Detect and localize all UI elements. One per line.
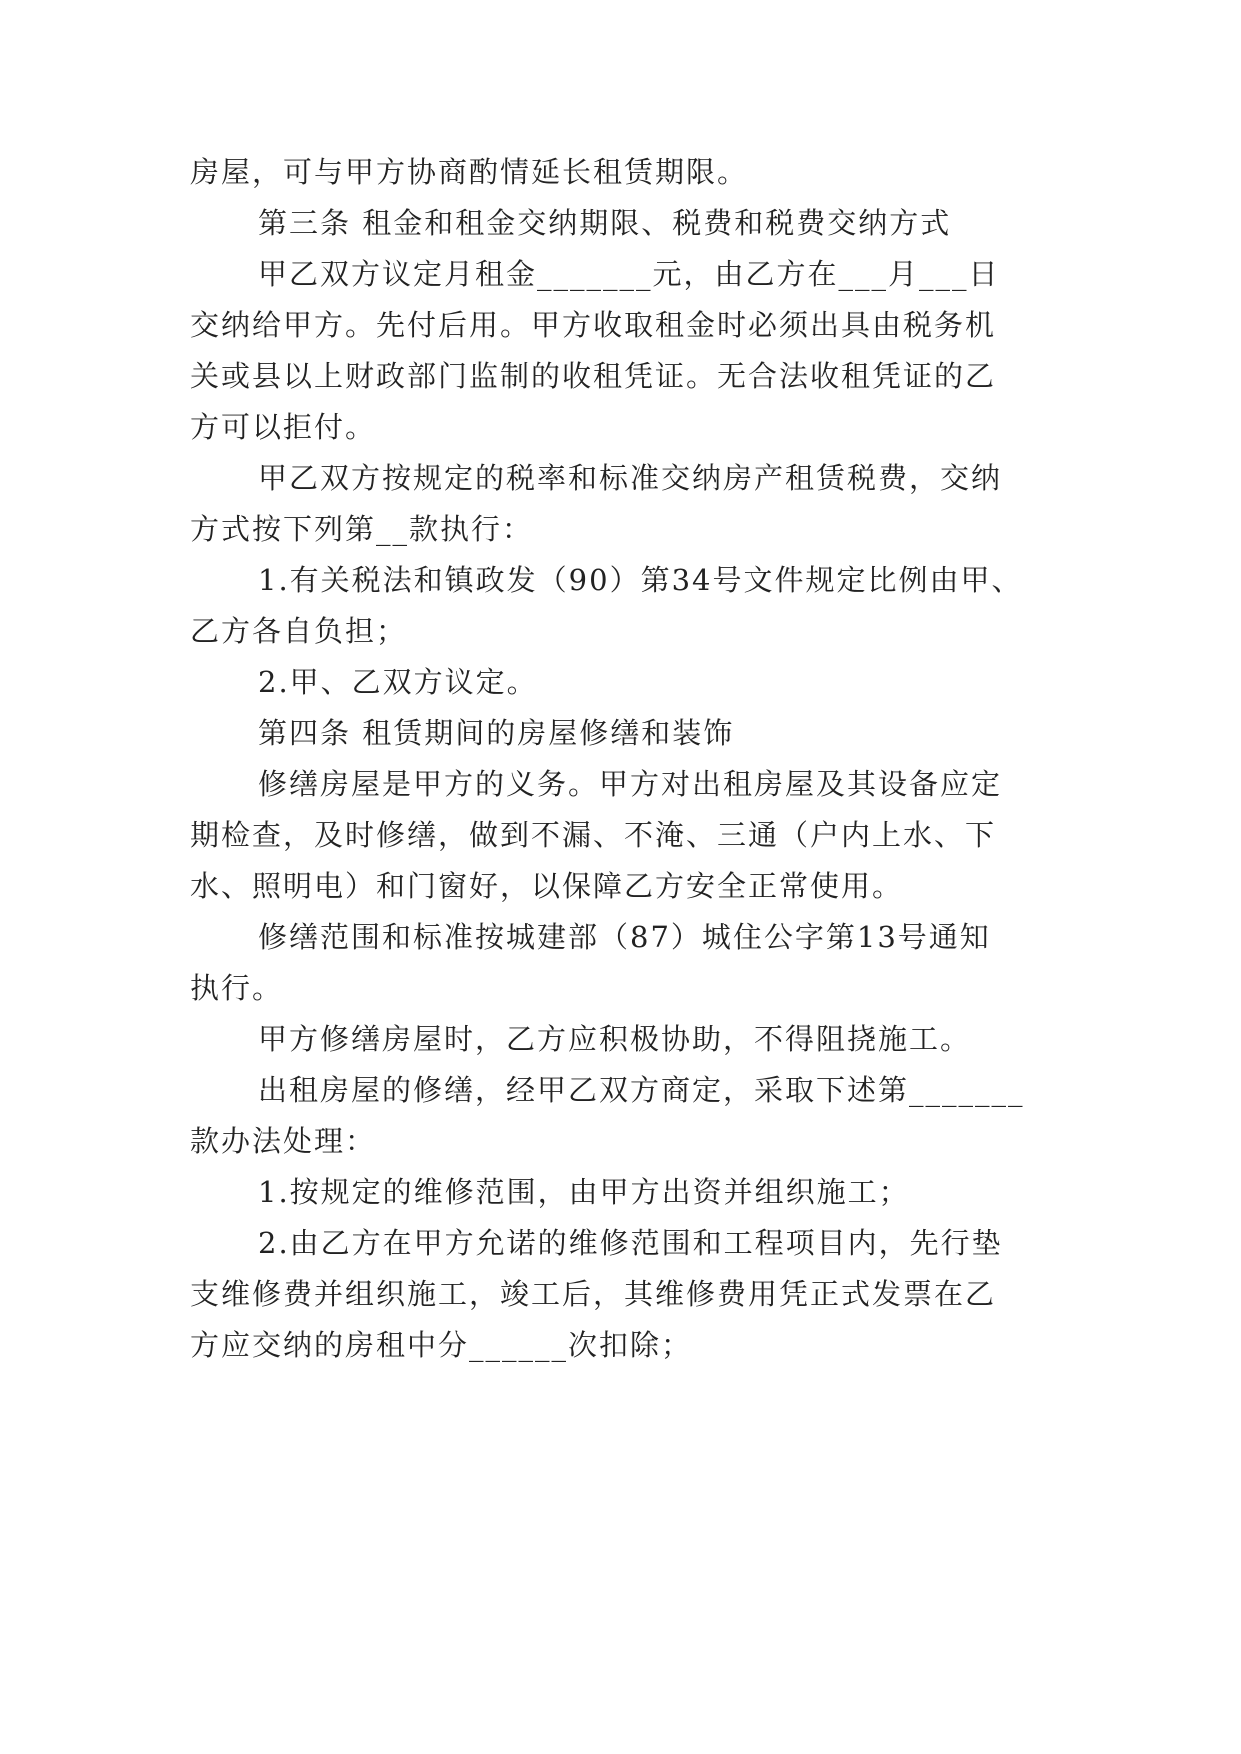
list-item: 1.按规定的维修范围，由甲方出资并组织施工； bbox=[258, 1175, 910, 1209]
text-line: 交纳给甲方。先付后用。甲方收取租金时必须出具由税务机 bbox=[190, 308, 997, 342]
text-line: 修缮范围和标准按城建部（87）城住公字第13号通知 bbox=[258, 920, 991, 954]
list-item: 2.甲、乙双方议定。 bbox=[258, 665, 538, 699]
text-line: 关或县以上财政部门监制的收租凭证。无合法收租凭证的乙 bbox=[190, 359, 997, 393]
list-item: 2.由乙方在甲方允诺的维修范围和工程项目内，先行垫 bbox=[258, 1226, 1003, 1260]
text-line: 房屋，可与甲方协商酌情延长租赁期限。 bbox=[190, 155, 749, 189]
text-line: 修缮房屋是甲方的义务。甲方对出租房屋及其设备应定 bbox=[258, 767, 1003, 801]
text-line: 款办法处理： bbox=[190, 1124, 377, 1158]
text-line: 执行。 bbox=[190, 971, 284, 1005]
text-line: 方应交纳的房租中分______次扣除； bbox=[190, 1328, 693, 1362]
article-heading: 第四条 租赁期间的房屋修缮和装饰 bbox=[258, 716, 735, 750]
text-line: 甲方修缮房屋时，乙方应积极协助，不得阻挠施工。 bbox=[258, 1022, 972, 1056]
text-line: 方可以拒付。 bbox=[190, 410, 377, 444]
text-line: 甲乙双方按规定的税率和标准交纳房产租赁税费，交纳 bbox=[258, 461, 1003, 495]
text-line: 期检查，及时修缮，做到不漏、不淹、三通（户内上水、下 bbox=[190, 818, 997, 852]
text-line: 水、照明电）和门窗好，以保障乙方安全正常使用。 bbox=[190, 869, 904, 903]
text-line: 甲乙双方议定月租金_______元，由乙方在___月___日 bbox=[258, 257, 1000, 291]
article-heading: 第三条 租金和租金交纳期限、税费和税费交纳方式 bbox=[258, 206, 952, 240]
text-line: 出租房屋的修缮，经甲乙双方商定，采取下述第_______ bbox=[258, 1073, 1025, 1107]
text-line: 乙方各自负担； bbox=[190, 614, 408, 648]
text-line: 支维修费并组织施工，竣工后，其维修费用凭正式发票在乙 bbox=[190, 1277, 997, 1311]
list-item: 1.有关税法和镇政发（90）第34号文件规定比例由甲、 bbox=[258, 563, 1023, 597]
text-line: 方式按下列第__款执行： bbox=[190, 512, 534, 546]
